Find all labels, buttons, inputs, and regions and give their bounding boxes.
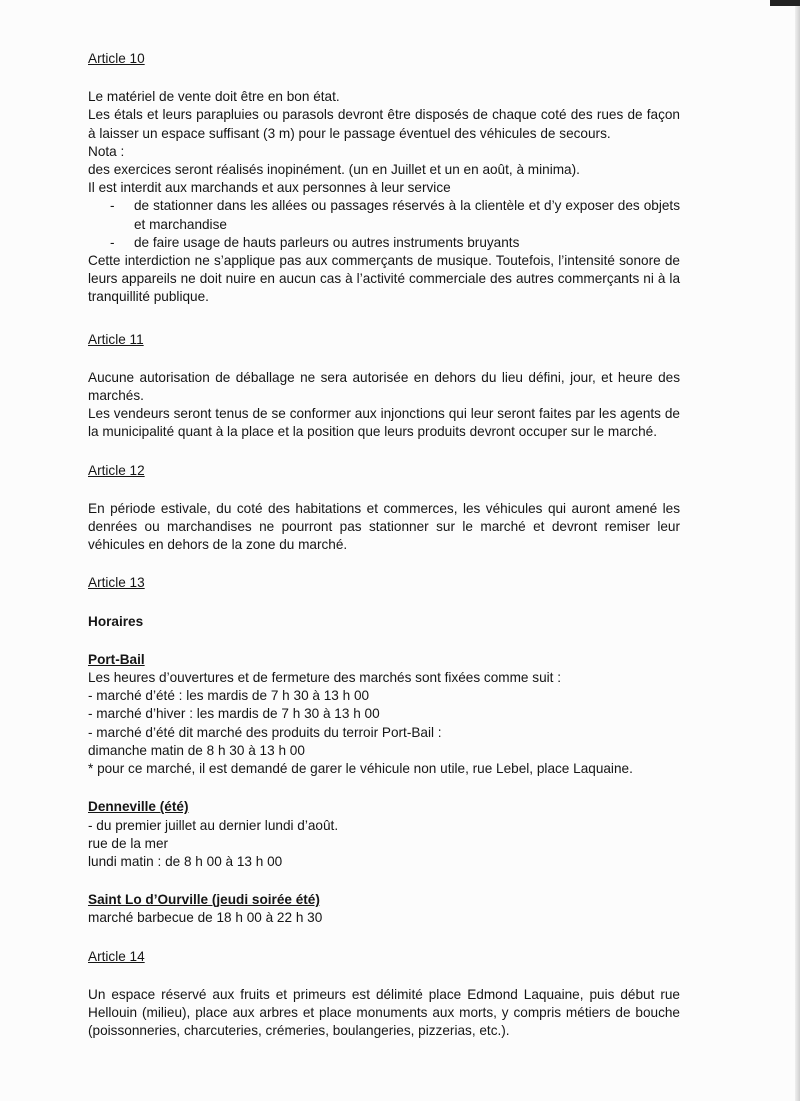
- portbail-line: * pour ce marché, il est demandé de garer le véhicule non utile, rue Lebel, place Laquaine.: [88, 761, 633, 777]
- portbail-line: dimanche matin de 8 h 30 à 13 h 00: [88, 742, 305, 758]
- horaires-heading: Horaires: [88, 613, 144, 629]
- article-12-heading: Article 12: [88, 462, 145, 478]
- article-12: [88, 462, 680, 555]
- article-10-nota: Nota :: [88, 143, 125, 159]
- saintlo-title: Saint Lo d’Ourville (jeudi soirée été): [88, 892, 320, 908]
- portbail-intro: Les heures d’ouvertures et de fermeture des marchés sont fixées comme suit :: [88, 670, 561, 686]
- article-10-paragraph-1: Le matériel de vente doit être en bon état.: [88, 89, 340, 105]
- document-body: [88, 50, 680, 1040]
- article-10-paragraph-3: des exercices seront réalisés inopinément. (un en Juillet et un en août, à minima).: [88, 162, 580, 178]
- article-13: [88, 574, 680, 927]
- article-11-paragraph-2: Les vendeurs seront tenus de se conformer aux injonctions qui leur seront faites par les agents de la municipalité quant à la place et la position que leurs produits devront occuper sur le marché.: [88, 406, 680, 440]
- article-10-paragraph-5: Cette interdiction ne s’applique pas aux commerçants de musique. Toutefois, l’intensité sonore de leurs appareils ne doit nuire en aucun cas à l’activité commerciale des autres commerçants ni à la tranquillité publique.: [88, 253, 680, 305]
- portbail-line: - marché d’hiver : les mardis de 7 h 30 à 13 h 00: [88, 706, 380, 722]
- article-14-paragraph-1: Un espace réservé aux fruits et primeurs est délimité place Edmond Laquaine, puis début rue Hellouin (milieu), place aux arbres et place monuments aux morts, y compris métiers de bouche (poissonneries, charcuteries, crémeries, boulangeries, pizzerias, etc.).: [88, 986, 680, 1039]
- article-10-heading: Article 10: [88, 51, 145, 66]
- article-10-paragraph-2: Les étals et leurs parapluies ou parasols devront être disposés de chaque coté des rues de façon à laisser un espace suffisant (3 m) pour le passage éventuel des véhicules de secours.: [88, 107, 680, 141]
- article-14-heading: Article 14: [88, 948, 145, 964]
- page-edge: [795, 0, 800, 1101]
- denneville-line: - du premier juillet au dernier lundi d’août.: [88, 817, 339, 833]
- article-11-paragraph-1: Aucune autorisation de déballage ne sera autorisée en dehors du lieu défini, jour, et heure des marchés.: [88, 369, 680, 404]
- article-10: [88, 50, 680, 307]
- portbail-line: - marché d’été dit marché des produits du terroir Port-Bail :: [88, 724, 442, 740]
- list-bullet: -: [110, 234, 115, 250]
- list-item: [88, 197, 680, 233]
- article-10-paragraph-4: Il est interdit aux marchands et aux personnes à leur service: [88, 180, 451, 196]
- denneville-line: rue de la mer: [88, 835, 169, 851]
- article-11-heading: Article 11: [88, 331, 144, 347]
- portbail-line: - marché d’été : les mardis de 7 h 30 à 13 h 00: [88, 688, 370, 704]
- list-item-text: de faire usage de hauts parleurs ou autres instruments bruyants: [134, 234, 520, 250]
- portbail-title: Port-Bail: [88, 651, 145, 667]
- scan-mark: [770, 0, 800, 6]
- list-item-text: de stationner dans les allées ou passages réservés à la clientèle et d’y exposer des objets et marchandise: [134, 198, 680, 232]
- saintlo-line: marché barbecue de 18 h 00 à 22 h 30: [88, 910, 323, 926]
- denneville-title: Denneville (été): [88, 799, 189, 815]
- list-bullet: -: [110, 198, 115, 214]
- article-12-paragraph-1: En période estivale, du coté des habitations et commerces, les véhicules qui auront amené les denrées ou marchandises ne pourront pas stationner sur le marché et devront remiser leur véhicules en dehors de la zone du marché.: [88, 500, 680, 553]
- article-10-prohibitions-list: [88, 197, 680, 252]
- article-14: [88, 948, 680, 1041]
- article-11: [88, 331, 680, 442]
- denneville-line: lundi matin : de 8 h 00 à 13 h 00: [88, 853, 283, 869]
- list-item: [88, 234, 680, 252]
- article-13-heading: Article 13: [88, 575, 145, 591]
